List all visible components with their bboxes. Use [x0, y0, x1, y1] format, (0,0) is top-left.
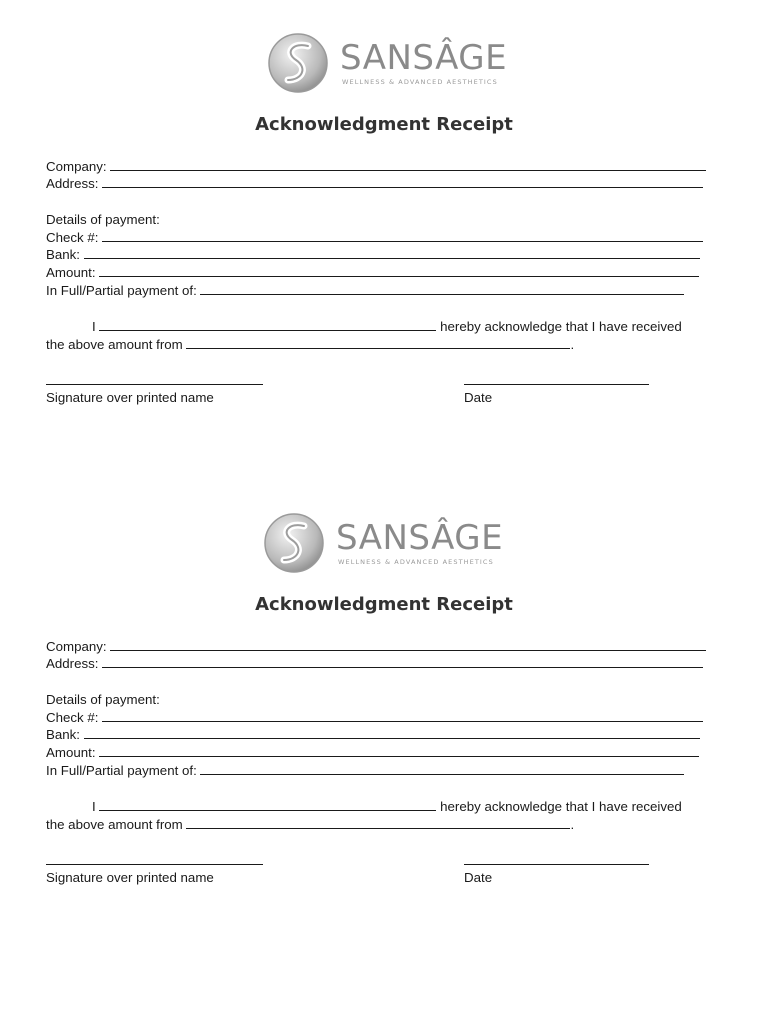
ack-prefix: I — [92, 799, 96, 814]
check-field[interactable] — [102, 709, 703, 722]
date-label: Date — [464, 870, 493, 885]
ack-middle-text: hereby acknowledge that I have received — [440, 799, 682, 814]
company-field[interactable] — [110, 158, 706, 171]
full-partial-label: In Full/Partial payment of: — [46, 283, 197, 298]
payer-field[interactable] — [186, 336, 570, 349]
bank-label: Bank: — [46, 727, 81, 742]
company-logo — [268, 32, 508, 96]
amount-field[interactable] — [99, 264, 699, 277]
signature-label: Signature over printed name — [46, 390, 214, 405]
full-partial-field[interactable] — [200, 282, 684, 295]
acknowledgment-line-1 — [46, 318, 682, 336]
address-row — [46, 655, 703, 673]
logo-tagline: WELLNESS & ADVANCED AESTHETICS — [338, 558, 494, 566]
logo-wordmark: SANSÂGE — [336, 518, 504, 558]
ack-prefix: I — [92, 319, 96, 334]
company-row — [46, 158, 706, 176]
full-partial-row — [46, 282, 684, 300]
signature-field[interactable] — [46, 864, 263, 865]
bank-row — [46, 726, 700, 744]
address-label: Address: — [46, 656, 99, 671]
receipt-form — [0, 480, 768, 960]
ack-end: . — [570, 817, 575, 832]
logo-s-emblem-icon — [264, 512, 328, 576]
check-field[interactable] — [102, 229, 703, 242]
company-label: Company: — [46, 159, 107, 174]
full-partial-field[interactable] — [200, 762, 684, 775]
logo-s-emblem-icon — [268, 32, 332, 96]
page-title: Acknowledgment Receipt — [255, 114, 513, 135]
signature-field[interactable] — [46, 384, 263, 385]
check-row — [46, 229, 703, 247]
acknowledgment-line-2 — [46, 816, 574, 834]
acknowledgment-line-1 — [46, 798, 682, 816]
company-logo — [264, 512, 504, 576]
amount-field[interactable] — [99, 744, 699, 757]
date-field[interactable] — [464, 384, 649, 385]
ack-end: . — [570, 337, 575, 352]
company-label: Company: — [46, 639, 107, 654]
amount-label: Amount: — [46, 265, 96, 280]
signature-label: Signature over printed name — [46, 870, 214, 885]
date-label: Date — [464, 390, 493, 405]
full-partial-row — [46, 762, 684, 780]
check-label: Check #: — [46, 710, 99, 725]
check-label: Check #: — [46, 230, 99, 245]
recipient-name-field[interactable] — [99, 798, 436, 811]
page-title: Acknowledgment Receipt — [255, 594, 513, 615]
full-partial-label: In Full/Partial payment of: — [46, 763, 197, 778]
logo-tagline: WELLNESS & ADVANCED AESTHETICS — [342, 78, 498, 86]
ack-line2-text: the above amount from — [46, 337, 183, 352]
company-field[interactable] — [110, 638, 706, 651]
logo-wordmark: SANSÂGE — [340, 38, 508, 78]
check-row — [46, 709, 703, 727]
company-row — [46, 638, 706, 656]
bank-label: Bank: — [46, 247, 81, 262]
address-row — [46, 175, 703, 193]
ack-line2-text: the above amount from — [46, 817, 183, 832]
bank-row — [46, 246, 700, 264]
bank-field[interactable] — [84, 246, 700, 259]
payer-field[interactable] — [186, 816, 570, 829]
ack-middle-text: hereby acknowledge that I have received — [440, 319, 682, 334]
amount-label: Amount: — [46, 745, 96, 760]
details-heading: Details of payment: — [46, 692, 160, 707]
receipt-form — [0, 0, 768, 480]
recipient-name-field[interactable] — [99, 318, 436, 331]
address-field[interactable] — [102, 175, 703, 188]
address-field[interactable] — [102, 655, 703, 668]
bank-field[interactable] — [84, 726, 700, 739]
acknowledgment-line-2 — [46, 336, 574, 354]
address-label: Address: — [46, 176, 99, 191]
details-heading: Details of payment: — [46, 212, 160, 227]
amount-row — [46, 264, 699, 282]
amount-row — [46, 744, 699, 762]
date-field[interactable] — [464, 864, 649, 865]
